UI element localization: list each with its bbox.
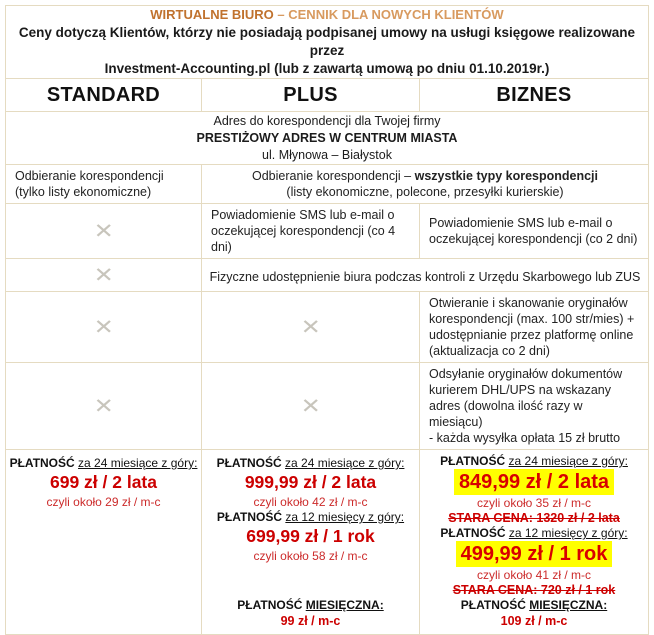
feature-sms-biznes: Powiadomienie SMS lub e-mail o oczekującej korespondencji (co 2 dni): [429, 216, 638, 246]
pricing-standard: [6, 450, 201, 634]
address-intro: Adres do korespondencji dla Twojej firmy: [213, 113, 441, 128]
standard-price-24: 699 zł / 2 lata: [49, 472, 157, 492]
payment-label-24: PŁATNOŚĆ za 24 miesiące z góry:: [9, 456, 198, 470]
plus-price-24: 999,99 zł / 2 lata: [244, 472, 377, 492]
row-forwarding: [6, 363, 649, 450]
biznes-old-price-24: STARA CENA: 1320 zł / 2 lata: [448, 511, 620, 525]
feature-reception-standard: Odbieranie korespondencji (tylko listy ekonomiczne): [15, 169, 164, 199]
cross-icon: ✕: [93, 263, 114, 287]
cross-icon: ✕: [93, 394, 114, 418]
subtitle-line-1: Ceny dotyczą Klientów, którzy nie posiadają podpisanej umowy na usługi księgowe realizowane przez: [18, 25, 636, 58]
brand-name: WIRTUALNE BIURO: [150, 7, 274, 22]
subtitle-line-2: Investment-Accounting.pl (lub z zawartą umową po dniu 01.10.2019r.): [104, 61, 550, 76]
standard-approx-24: czyli około 29 zł / m-c: [46, 495, 161, 509]
address-highlight: PRESTIŻOWY ADRES W CENTRUM MIASTA: [196, 130, 458, 145]
cross-icon: ✕: [300, 394, 321, 418]
biznes-approx-24: czyli około 35 zł / m-c: [476, 496, 592, 510]
biznes-approx-12: czyli około 41 zł / m-c: [476, 568, 592, 582]
plus-price-12: 699,99 zł / 1 rok: [246, 526, 375, 546]
plan-header-standard: STANDARD: [46, 83, 161, 106]
pricing-plus: [202, 450, 419, 634]
row-address: [6, 112, 649, 165]
pricing-biznes: [420, 450, 648, 634]
title-suffix: – CENNIK DLA NOWYCH KLIENTÓW: [277, 7, 504, 22]
row-office-access: [6, 259, 649, 292]
row-pricing: [6, 450, 649, 635]
payment-label-monthly: PŁATNOŚĆ MIESIĘCZNA:: [237, 598, 384, 612]
row-reception: [6, 165, 649, 204]
row-plan-headers: [6, 79, 649, 112]
feature-reception-all: Odbieranie korespondencji – wszystkie typy korespondencji (listy ekonomiczne, polecone, przesyłki kurierskie): [251, 169, 599, 199]
biznes-old-price-12: STARA CENA: 720 zł / 1 rok: [452, 583, 616, 597]
plan-header-plus: PLUS: [283, 83, 338, 106]
cross-icon: ✕: [93, 315, 114, 339]
biznes-monthly-price: 109 zł / m-c: [500, 614, 568, 628]
reception-all-bold: wszystkie typy korespondencji: [414, 169, 599, 183]
feature-forwarding: Odsyłanie oryginałów dokumentów kurierem DHL/UPS na wskazany adres (dowolna ilość razy w miesiącu) - każda wysyłka opłata 15 zł brutto: [429, 367, 623, 445]
feature-scanning: Otwieranie i skanowanie oryginałów korespondencji (max. 100 str/mies) + udostępnianie przez platformę online (aktualizacja co 2 dni): [429, 296, 635, 358]
page-title: [6, 6, 648, 24]
payment-label-monthly: PŁATNOŚĆ MIESIĘCZNA:: [460, 598, 608, 612]
biznes-price-12: 499,99 zł / 1 rok: [456, 541, 613, 567]
row-scanning: [6, 292, 649, 363]
plus-monthly-price: 99 zł / m-c: [280, 614, 341, 628]
address-street: ul. Młynowa – Białystok: [262, 147, 392, 162]
row-title: [6, 6, 649, 79]
payment-label-24: PŁATNOŚĆ za 24 miesiące z góry:: [216, 456, 405, 470]
biznes-price-24: 849,99 zł / 2 lata: [454, 469, 614, 495]
pricing-table: [5, 5, 649, 635]
plus-approx-24: czyli około 42 zł / m-c: [253, 495, 368, 509]
plan-header-biznes: BIZNES: [496, 83, 572, 106]
payment-label-12: PŁATNOŚĆ za 12 miesięcy z góry:: [216, 510, 405, 524]
feature-sms-plus: Powiadomienie SMS lub e-mail o oczekującej korespondencji (co 4 dni): [211, 208, 396, 254]
row-sms-notification: [6, 204, 649, 259]
payment-label-12: PŁATNOŚĆ za 12 miesięcy z góry:: [440, 526, 628, 540]
cross-icon: ✕: [93, 219, 114, 243]
payment-label-24: PŁATNOŚĆ za 24 miesiące z góry:: [440, 454, 628, 468]
feature-office-access: Fizyczne udostępnienie biura podczas kontroli z Urzędu Skarbowego lub ZUS: [209, 270, 641, 284]
plus-approx-12: czyli około 58 zł / m-c: [253, 549, 368, 563]
cross-icon: ✕: [300, 315, 321, 339]
plus-monthly-block: [237, 598, 383, 629]
